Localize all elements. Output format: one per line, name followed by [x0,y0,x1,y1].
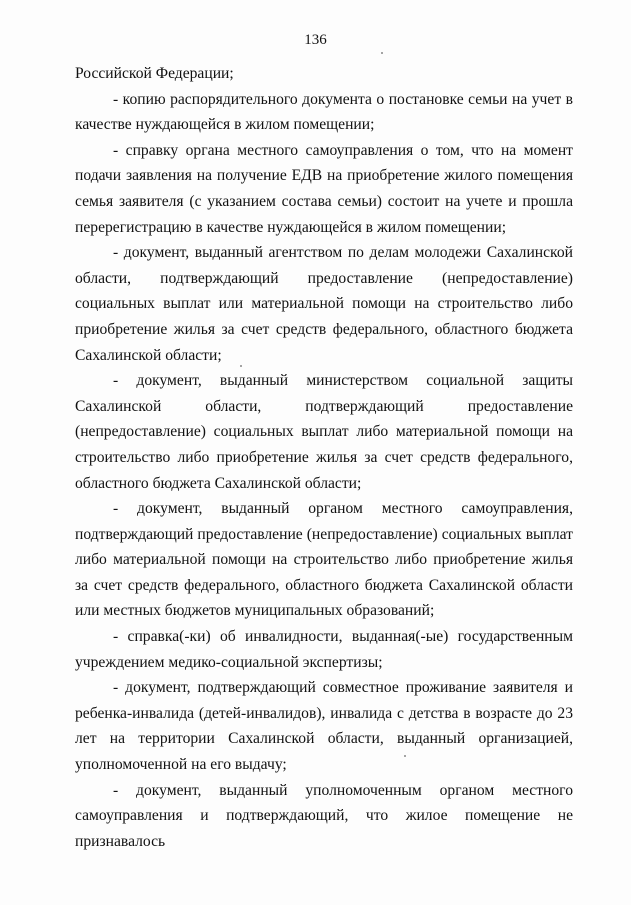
paragraph-item: - документ, выданный министерством социальной защиты Сахалинской области, подтверждающий предоставление (непредоставление) социальных выплат либо материальной помощи на строительство либо приобретение жилья за счет средств федерального, областного бюджета Сахалинской области; [75,372,573,492]
paragraph-continuation: Российской Федерации; [75,65,234,82]
paragraph-item: - справку органа местного самоуправления о том, что на момент подачи заявления на получение ЕДВ на приобретение жилого помещения семья заявителя (с указанием состава семьи) состоит на учете и прошла перерегистрацию в качестве нуждающейся в жилом помещении; [75,141,573,236]
paragraph-item: - документ, подтверждающий совместное проживание заявителя и ребенка-инвалида (детей-инвалидов), инвалида с детства в возрасте до 23 лет на территории Сахалинской области, выданный организацией, уполномоченной на его выдачу; [75,679,573,774]
page-number: 136 [304,32,327,48]
paragraph-item: - справка(-ки) об инвалидности, выданная(-ые) государственным учреждением медико-социальной экспертизы; [75,628,573,671]
paragraph-item: - документ, выданный уполномоченным органом местного самоуправления и подтверждающий, что жилое помещение не признавалось [75,781,573,850]
scan-speck [240,365,242,367]
document-body [75,61,573,854]
paragraph-item: - документ, выданный агентством по делам молодежи Сахалинской области, подтверждающий предоставление (непредоставление) социальных выплат или материальной помощи на строительство либо приобретение жилья за счет средств федерального, областного бюджета Сахалинской области; [75,244,573,364]
scan-speck [381,52,383,54]
paragraph-item: - документ, выданный органом местного самоуправления, подтверждающий предоставление (непредоставление) социальных выплат либо материальной помощи на строительство либо приобретение жилья за счет средств федерального, областного бюджета Сахалинской области или местных бюджетов муниципальных образований; [75,500,573,620]
paragraph-item: - копию распорядительного документа о постановке семьи на учет в качестве нуждающейся в жилом помещении; [75,90,573,134]
scan-speck [404,755,406,757]
